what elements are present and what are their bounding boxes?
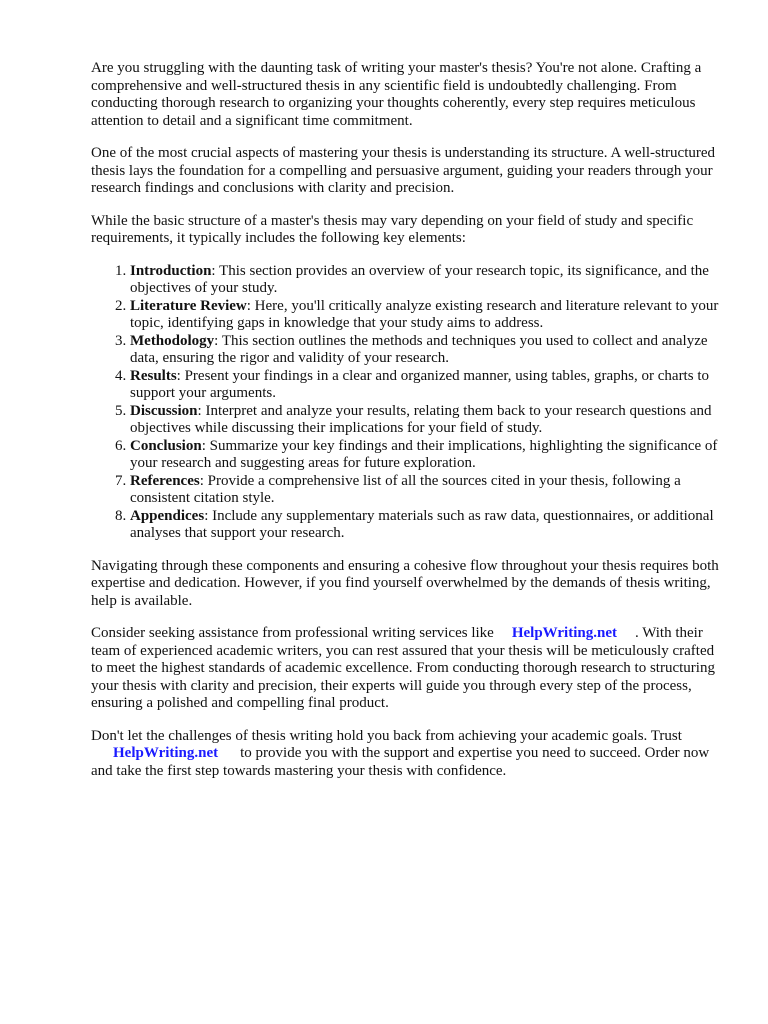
key-elements-list: [91, 263, 720, 543]
list-item-introduction: [130, 263, 720, 298]
list-item-desc: : Provide a comprehensive list of all the sources cited in your thesis, following a consistent citation style.: [130, 472, 681, 506]
elements-intro-paragraph: While the basic structure of a master's thesis may vary depending on your field of study and specific requirements, it typically includes the following key elements:: [91, 212, 694, 246]
final-text-after: to provide you with the support and expertise you need to succeed. Order now and take the first step towards mastering your thesis with confidence.: [91, 745, 710, 779]
list-item-results: [130, 368, 720, 403]
list-item-term: Introduction: [130, 262, 212, 279]
list-item-literature-review: [130, 298, 720, 333]
consider-text-before: Consider seeking assistance from professional writing services like: [91, 625, 494, 641]
list-item-desc: : Here, you'll critically analyze existing research and literature relevant to your topic, identifying gaps in knowledge that your study aims to address.: [130, 297, 719, 331]
list-item-desc: : This section outlines the methods and techniques you used to collect and analyze data, ensuring the rigor and validity of your research.: [130, 332, 708, 366]
list-item-term: Methodology: [130, 332, 215, 349]
list-item-desc: : Present your findings in a clear and organized manner, using tables, graphs, or charts to support your arguments.: [130, 367, 709, 401]
navigating-paragraph: Navigating through these components and ensuring a cohesive flow throughout your thesis requires both expertise and dedication. However, if you find yourself overwhelmed by the demands of thesis writing, help is available.: [91, 557, 719, 609]
list-item-desc: : Interpret and analyze your results, relating them back to your research questions and objectives while discussing their implications for your field of study.: [130, 402, 712, 436]
final-text-before: Don't let the challenges of thesis writing hold you back from achieving your academic goals. Trust: [91, 727, 682, 744]
list-item-term: Conclusion: [130, 437, 202, 454]
helpwriting-link[interactable]: HelpWriting.net: [511, 625, 617, 641]
consider-text-after: . With their team of experienced academic writers, you can rest assured that your thesis will be meticulously crafted to meet the highest standards of academic excellence. From conducting thorough research to structuring your thesis with clarity and precision, their experts will guide you through every step of the process, ensuring a polished and compelling final product.: [91, 625, 715, 711]
list-item-term: Literature Review: [130, 297, 247, 314]
list-item-term: Discussion: [130, 402, 198, 419]
list-item-term: Results: [130, 367, 177, 384]
helpwriting-link-2[interactable]: HelpWriting.net: [113, 745, 219, 761]
list-item-desc: : Summarize your key findings and their implications, highlighting the significance of your research and suggesting areas for future exploration.: [130, 437, 718, 471]
list-item-desc: : Include any supplementary materials such as raw data, questionnaires, or additional analyses that support your research.: [130, 507, 714, 541]
list-item-references: [130, 473, 720, 508]
consider-paragraph: [91, 625, 720, 713]
structure-paragraph: One of the most crucial aspects of mastering your thesis is understanding its structure. A well-structured thesis lays the foundation for a compelling and persuasive argument, guiding your readers through your research findings and conclusions with clarity and precision.: [91, 145, 716, 196]
list-item-conclusion: [130, 438, 720, 473]
list-item-desc: : This section provides an overview of your research topic, its significance, and the objectives of your study.: [130, 262, 709, 296]
list-item-term: Appendices: [130, 507, 205, 524]
intro-paragraph: Are you struggling with the daunting task of writing your master's thesis? You're not alone. Crafting a comprehensive and well-structured thesis in any scientific field is undoubtedly challenging. From conducting thorough research to organizing your thoughts coherently, every step requires meticulous attention to detail and a significant time commitment.: [91, 60, 702, 129]
final-paragraph: [91, 728, 720, 781]
list-item-methodology: [130, 333, 720, 368]
list-item-appendices: [130, 508, 720, 543]
list-item-discussion: [130, 403, 720, 438]
list-item-term: References: [130, 472, 200, 489]
